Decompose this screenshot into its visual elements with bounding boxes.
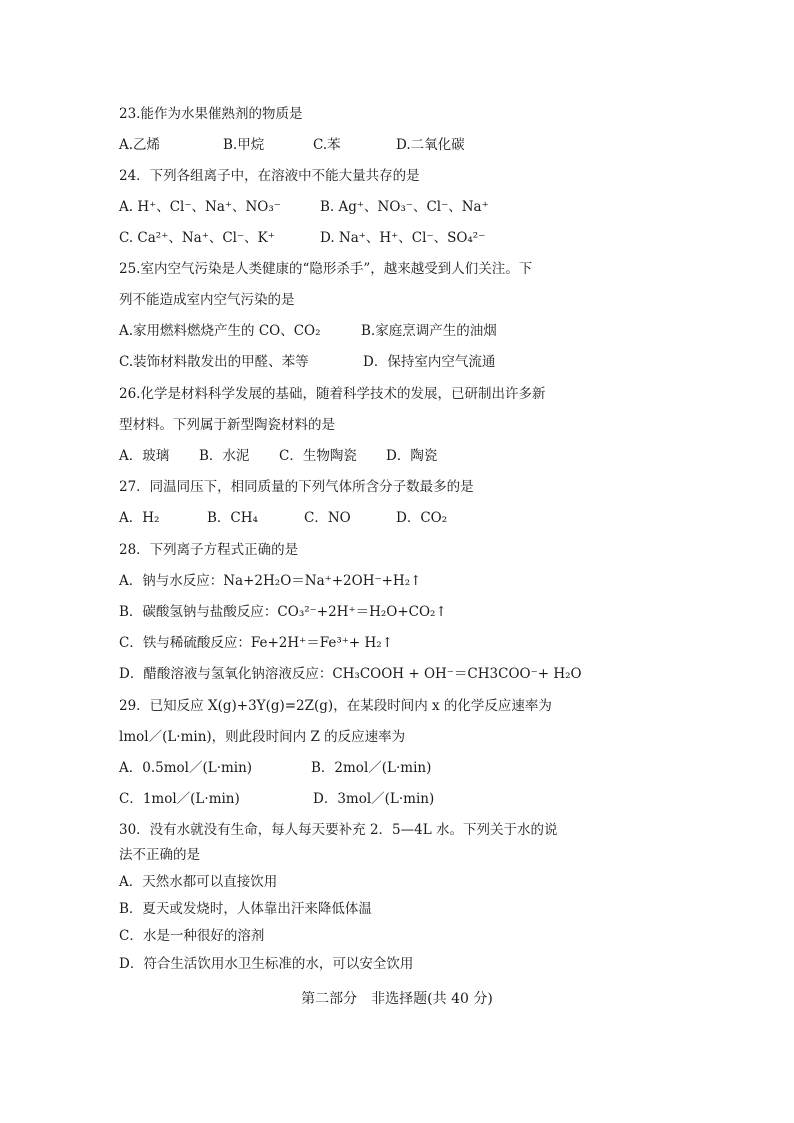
option-d: D．陶瓷 [386, 448, 438, 464]
option-b: B.家庭烹调产生的油烟 [361, 323, 497, 339]
option-a: A．H₂ [119, 510, 160, 526]
option-b: B．CH₄ [207, 510, 258, 526]
question-23-stem: 23.能作为水果催熟剂的物质是 [119, 106, 303, 122]
option-a: A．0.5mol／(L·min) [119, 760, 253, 776]
option-a: A.乙烯 [119, 137, 161, 153]
option-b: B.甲烷 [223, 137, 265, 153]
option-c: C．水是一种很好的溶剂 [119, 928, 265, 944]
option-b: B．碳酸氢钠与盐酸反应：CO₃²⁻+2H⁺＝H₂O+CO₂↑ [119, 604, 447, 620]
question-25-stem-line1: 25.室内空气污染是人类健康的“隐形杀手”，越来越受到人们关注。下 [119, 261, 533, 277]
option-b: B. Ag⁺、NO₃⁻、Cl⁻、Na⁺ [320, 199, 489, 215]
option-d: D．保持室内空气流通 [363, 354, 496, 370]
option-a: A．天然水都可以直接饮用 [119, 874, 278, 890]
question-29-stem-line1: 29．已知反应 X(g)+3Y(g)=2Z(g)，在某段时间内 x 的化学反应速率为 [119, 698, 552, 714]
question-25-stem-line2: 列不能造成室内空气污染的是 [119, 292, 295, 308]
option-c: C．铁与稀硫酸反应：Fe+2H⁺＝Fe³⁺+ H₂↑ [119, 635, 394, 651]
option-d: D.二氧化碳 [396, 137, 465, 153]
question-30-stem-line2: 法不正确的是 [119, 847, 200, 863]
option-c: C．1mol／(L·min) [119, 791, 240, 807]
option-a: A．玻璃 [119, 448, 170, 464]
option-d: D. Na⁺、H⁺、Cl⁻、SO₄²⁻ [320, 230, 486, 246]
question-29-stem-line2: lmol／(L·min)，则此段时间内 Z 的反应速率为 [119, 729, 406, 745]
option-b: B．夏天或发烧时，人体靠出汗来降低体温 [119, 901, 372, 917]
option-d: D．醋酸溶液与氢氧化钠溶液反应：CH₃COOH + OH⁻＝CH3COO⁻+ H₂O [119, 666, 582, 682]
option-d: D．CO₂ [396, 510, 448, 526]
option-c: C.苯 [313, 137, 341, 153]
option-c: C．NO [304, 510, 351, 526]
question-24-stem: 24．下列各组离子中，在溶液中不能大量共存的是 [119, 168, 420, 184]
question-30-stem-line1: 30．没有水就没有生命，每人每天要补充 2．5—4L 水。下列关于水的说 [119, 822, 558, 838]
question-28-stem: 28．下列离子方程式正确的是 [119, 542, 299, 558]
option-d: D．3mol／(L·min) [313, 791, 435, 807]
question-26-stem-line1: 26.化学是材料科学发展的基础，随着科学技术的发展，已研制出许多新 [119, 386, 546, 402]
option-d: D．符合生活饮用水卫生标准的水，可以安全饮用 [119, 956, 414, 972]
option-c: C．生物陶瓷 [279, 448, 357, 464]
question-26-stem-line2: 型材料。下列属于新型陶瓷材料的是 [119, 417, 335, 433]
option-b: B．2mol／(L·min) [311, 760, 432, 776]
option-a: A. H⁺、Cl⁻、Na⁺、NO₃⁻ [119, 199, 281, 215]
section-heading: 第二部分 非选择题(共 40 分) [301, 991, 493, 1007]
option-a: A.家用燃料燃烧产生的 CO、CO₂ [119, 323, 321, 339]
option-a: A．钠与水反应：Na+2H₂O＝Na⁺+2OH⁻+H₂↑ [119, 573, 422, 589]
option-c: C.装饰材料散发出的甲醛、苯等 [119, 354, 309, 370]
question-27-stem: 27．同温同压下，相同质量的下列气体所含分子数最多的是 [119, 479, 474, 495]
option-b: B．水泥 [199, 448, 250, 464]
option-c: C. Ca²⁺、Na⁺、Cl⁻、K⁺ [119, 230, 275, 246]
